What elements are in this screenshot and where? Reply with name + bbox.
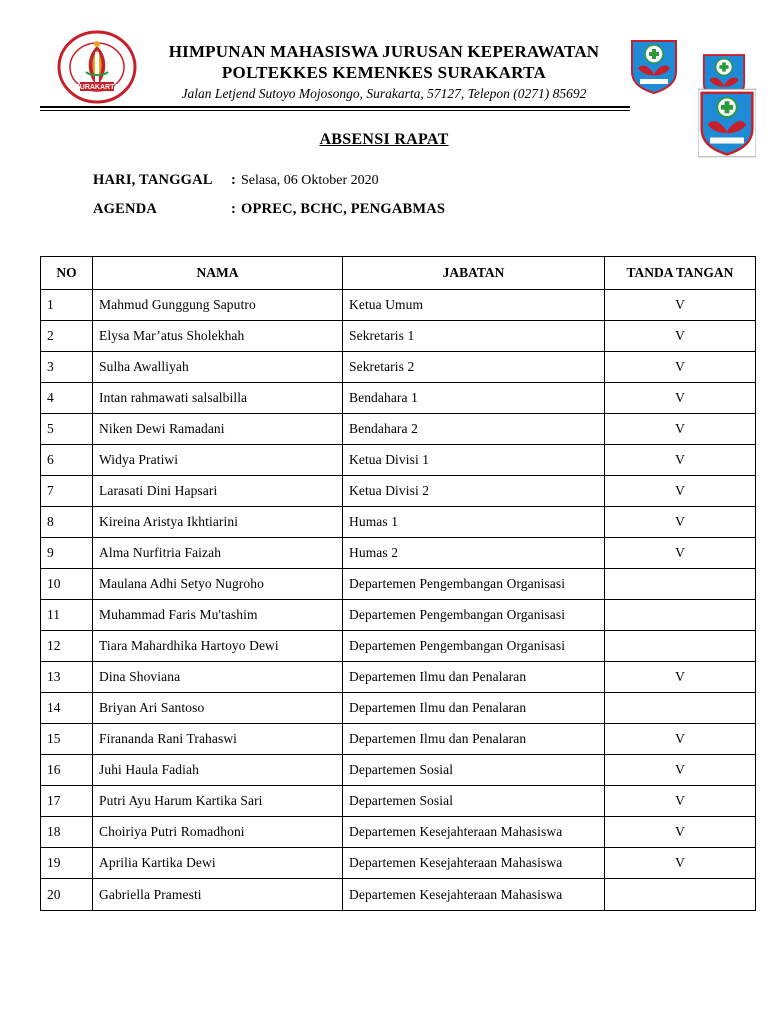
row-number: 5 (41, 414, 93, 445)
member-position: Departemen Ilmu dan Penalaran (343, 693, 605, 724)
row-number: 7 (41, 476, 93, 507)
table-header-row (41, 257, 756, 290)
signature-mark: V (605, 383, 756, 414)
row-number: 18 (41, 817, 93, 848)
member-position: Departemen Pengembangan Organisasi (343, 631, 605, 662)
table-row (41, 507, 756, 538)
member-name: Putri Ayu Harum Kartika Sari (93, 786, 343, 817)
date-value: Selasa, 06 Oktober 2020 (241, 173, 379, 188)
member-name: Muhammad Faris Mu'tashim (93, 600, 343, 631)
row-number: 2 (41, 321, 93, 352)
table-row (41, 569, 756, 600)
row-number: 15 (41, 724, 93, 755)
signature-mark: V (605, 321, 756, 352)
row-number: 13 (41, 662, 93, 693)
member-position: Departemen Ilmu dan Penalaran (343, 662, 605, 693)
row-number: 4 (41, 383, 93, 414)
table-row (41, 755, 756, 786)
keperawatan-logo (630, 38, 678, 94)
header-tanda-tangan: TANDA TANGAN (605, 257, 756, 290)
member-position: Ketua Divisi 1 (343, 445, 605, 476)
signature-mark: V (605, 538, 756, 569)
member-name: Tiara Mahardhika Hartoyo Dewi (93, 631, 343, 662)
member-name: Firananda Rani Trahaswi (93, 724, 343, 755)
signature-mark (605, 693, 756, 724)
row-number: 11 (41, 600, 93, 631)
row-number: 14 (41, 693, 93, 724)
member-name: Larasati Dini Hapsari (93, 476, 343, 507)
member-name: Alma Nurfitria Faizah (93, 538, 343, 569)
header-no: NO (41, 257, 93, 290)
table-row (41, 817, 756, 848)
member-position: Departemen Kesejahteraan Mahasiswa (343, 817, 605, 848)
row-number: 20 (41, 879, 93, 911)
table-row (41, 538, 756, 569)
member-name: Mahmud Gunggung Saputro (93, 290, 343, 321)
member-position: Departemen Sosial (343, 755, 605, 786)
poltekkes-logo (56, 30, 138, 104)
member-name: Briyan Ari Santoso (93, 693, 343, 724)
table-row (41, 352, 756, 383)
row-number: 10 (41, 569, 93, 600)
member-position: Humas 2 (343, 538, 605, 569)
member-name: Elysa Mar’atus Sholekhah (93, 321, 343, 352)
table-row (41, 879, 756, 911)
header-divider (40, 106, 630, 108)
row-number: 6 (41, 445, 93, 476)
org-subtitle: POLTEKKES KEMENKES SURAKARTA (221, 63, 547, 82)
signature-mark: V (605, 476, 756, 507)
member-name: Widya Pratiwi (93, 445, 343, 476)
member-position: Departemen Sosial (343, 786, 605, 817)
signature-mark (605, 879, 756, 911)
member-position: Departemen Ilmu dan Penalaran (343, 724, 605, 755)
signature-mark: V (605, 724, 756, 755)
table-row (41, 631, 756, 662)
row-number: 12 (41, 631, 93, 662)
attendance-table (40, 256, 756, 911)
member-name: Aprilia Kartika Dewi (93, 848, 343, 879)
member-position: Departemen Pengembangan Organisasi (343, 600, 605, 631)
agenda-value: OPREC, BCHC, PENGABMAS (241, 201, 446, 217)
agenda-label: AGENDA (93, 201, 158, 217)
row-number: 9 (41, 538, 93, 569)
date-label: HARI, TANGGAL (93, 172, 213, 188)
member-position: Sekretaris 2 (343, 352, 605, 383)
signature-mark: V (605, 352, 756, 383)
member-name: Kireina Aristya Ikhtiarini (93, 507, 343, 538)
signature-mark: V (605, 507, 756, 538)
header-jabatan: JABATAN (343, 257, 605, 290)
table-row (41, 290, 756, 321)
row-number: 17 (41, 786, 93, 817)
signature-mark: V (605, 786, 756, 817)
signature-mark: V (605, 445, 756, 476)
svg-text:SURAKARTA: SURAKARTA (75, 84, 119, 91)
header-nama: NAMA (93, 257, 343, 290)
table-row (41, 476, 756, 507)
row-number: 16 (41, 755, 93, 786)
row-number: 8 (41, 507, 93, 538)
table-row (41, 383, 756, 414)
member-position: Ketua Divisi 2 (343, 476, 605, 507)
signature-mark: V (605, 848, 756, 879)
signature-mark: V (605, 817, 756, 848)
table-row (41, 848, 756, 879)
date-colon: : (231, 172, 236, 188)
member-position: Humas 1 (343, 507, 605, 538)
signature-mark (605, 600, 756, 631)
member-name: Juhi Haula Fadiah (93, 755, 343, 786)
document-title: ABSENSI RAPAT (319, 131, 449, 148)
member-name: Dina Shoviana (93, 662, 343, 693)
row-number: 19 (41, 848, 93, 879)
member-name: Choiriya Putri Romadhoni (93, 817, 343, 848)
org-address: Jalan Letjend Sutoyo Mojosongo, Surakarta, 57127, Telepon (0271) 85692 (181, 86, 587, 101)
table-row (41, 693, 756, 724)
member-name: Niken Dewi Ramadani (93, 414, 343, 445)
table-row (41, 600, 756, 631)
header-divider-thin (40, 110, 630, 111)
member-name: Sulha Awalliyah (93, 352, 343, 383)
signature-mark (605, 631, 756, 662)
member-name: Maulana Adhi Setyo Nugroho (93, 569, 343, 600)
table-row (41, 724, 756, 755)
member-position: Bendahara 2 (343, 414, 605, 445)
signature-mark: V (605, 755, 756, 786)
member-position: Departemen Kesejahteraan Mahasiswa (343, 848, 605, 879)
member-position: Departemen Pengembangan Organisasi (343, 569, 605, 600)
signature-mark: V (605, 414, 756, 445)
signature-mark: V (605, 290, 756, 321)
row-number: 1 (41, 290, 93, 321)
table-row (41, 662, 756, 693)
member-position: Ketua Umum (343, 290, 605, 321)
org-title: HIMPUNAN MAHASISWA JURUSAN KEPERAWATAN (168, 42, 600, 61)
signature-mark: V (605, 662, 756, 693)
letterhead (140, 42, 628, 104)
table-row (41, 786, 756, 817)
table-row (41, 445, 756, 476)
table-row (41, 321, 756, 352)
member-position: Sekretaris 1 (343, 321, 605, 352)
agenda-colon: : (231, 201, 236, 217)
member-name: Gabriella Pramesti (93, 879, 343, 911)
member-name: Intan rahmawati salsalbilla (93, 383, 343, 414)
row-number: 3 (41, 352, 93, 383)
table-row (41, 414, 756, 445)
member-position: Bendahara 1 (343, 383, 605, 414)
member-position: Departemen Kesejahteraan Mahasiswa (343, 879, 605, 911)
signature-mark (605, 569, 756, 600)
